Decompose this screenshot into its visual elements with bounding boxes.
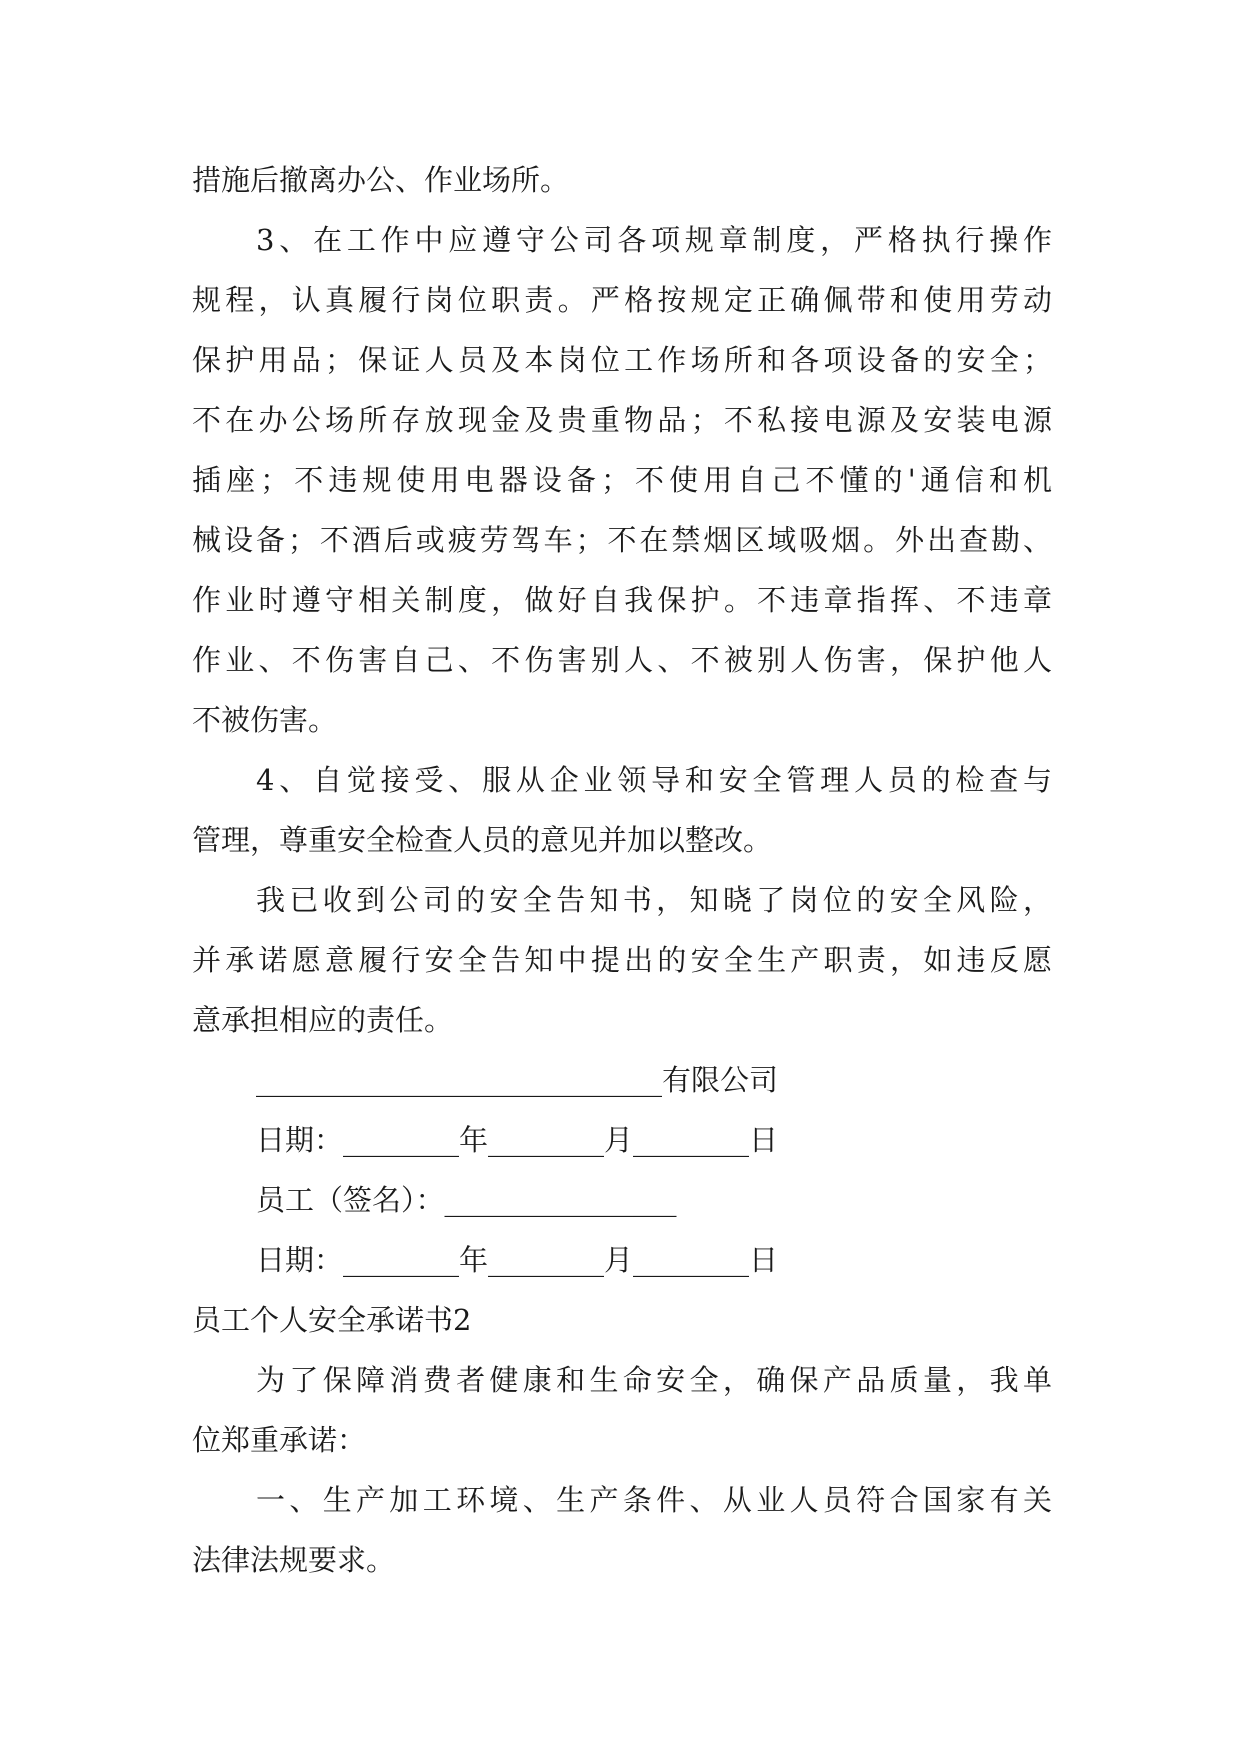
text-line: 位郑重承诺： [192,1423,367,1457]
text-line: 并承诺愿意履行安全告知中提出的安全生产职责，如违反愿 [192,943,1052,977]
text-line: 3、在工作中应遵守公司各项规章制度，严格执行操作 [256,223,1052,257]
text-line: 一、生产加工环境、生产条件、从业人员符合国家有关 [256,1483,1052,1517]
text-line: 我已收到公司的安全告知书，知晓了岗位的安全风险， [256,883,1052,917]
text-line: 法律法规要求。 [192,1543,396,1577]
text-line: 作业时遵守相关制度，做好自我保护。不违章指挥、不违章 [192,583,1052,617]
employee-signature-line: 员工（签名）：________________ [256,1183,677,1217]
text-line: 4、自觉接受、服从企业领导和安全管理人员的检查与 [256,763,1052,797]
date-line: 日期：________年________月________日 [256,1243,779,1277]
section-heading: 员工个人安全承诺书2 [192,1303,472,1337]
text-line: 意承担相应的责任。 [192,1003,454,1037]
document-page [192,150,1052,1590]
text-line: 保护用品；保证人员及本岗位工作场所和各项设备的安全； [192,343,1052,377]
text-line: 不在办公场所存放现金及贵重物品；不私接电源及安装电源 [192,403,1052,437]
date-line: 日期：________年________月________日 [256,1123,779,1157]
text-line: 不被伤害。 [192,703,338,737]
text-line: 规程，认真履行岗位职责。严格按规定正确佩带和使用劳动 [192,283,1052,317]
company-signature-line: ____________________________有限公司 [256,1063,779,1097]
text-line: 措施后撤离办公、作业场所。 [192,163,570,197]
text-line: 作业、不伤害自己、不伤害别人、不被别人伤害，保护他人 [192,643,1052,677]
text-line: 插座；不违规使用电器设备；不使用自己不懂的'通信和机 [192,463,1052,497]
text-line: 管理，尊重安全检查人员的意见并加以整改。 [192,823,773,857]
text-line: 为了保障消费者健康和生命安全，确保产品质量，我单 [256,1363,1052,1397]
text-line: 械设备；不酒后或疲劳驾车；不在禁烟区域吸烟。外出查勘、 [192,523,1052,557]
